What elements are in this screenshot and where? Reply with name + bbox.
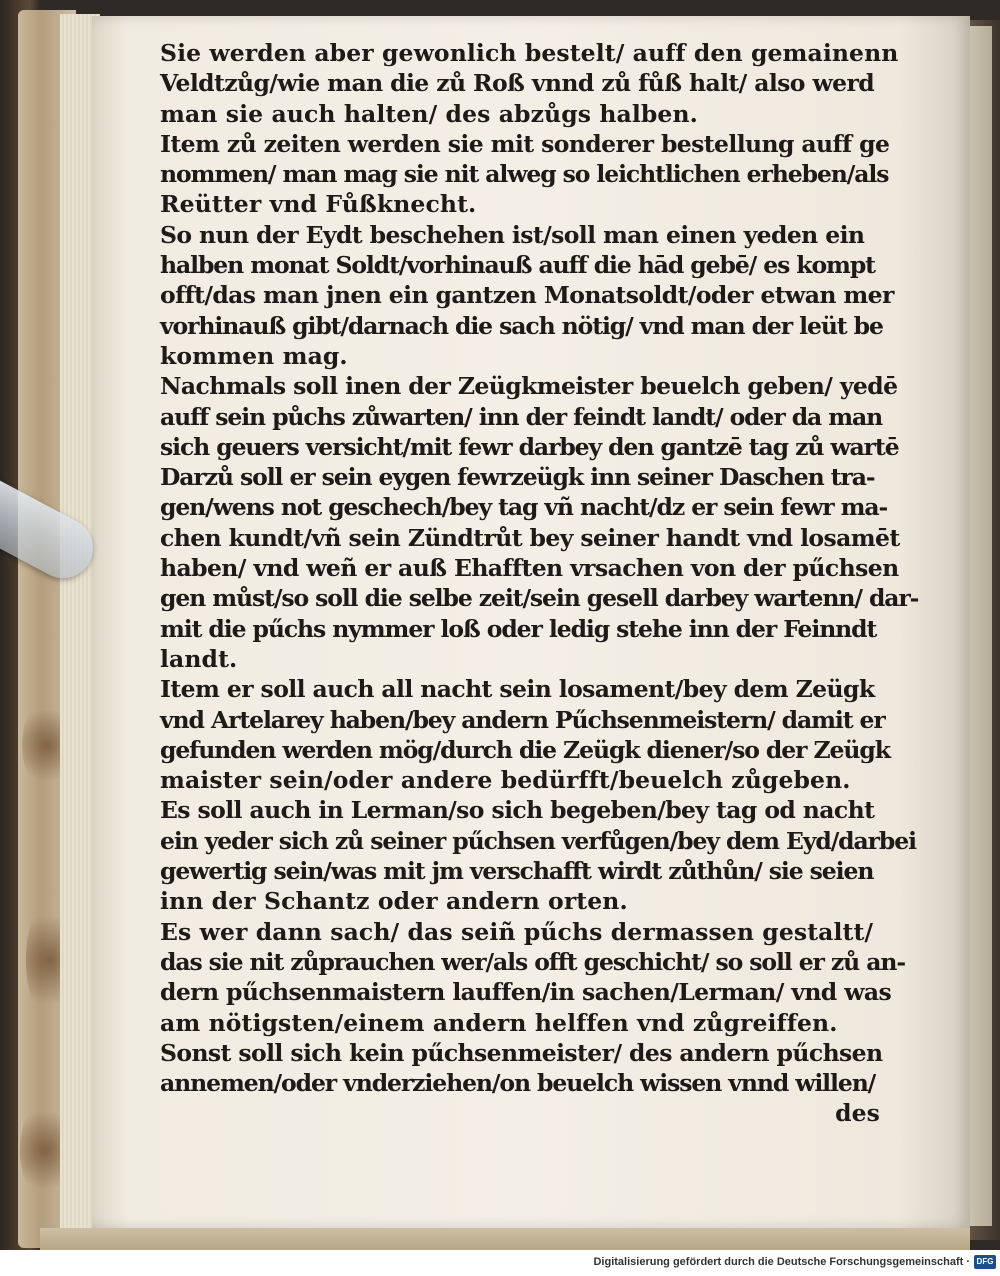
text-line: offt/das man jnen ein gantzen Monatsoldt/oder etwan mer	[160, 281, 894, 310]
text-line: vorhinauß gibt/darnach die sach nötig/ vnd man der leüt be	[160, 311, 883, 340]
text-line: mit die pűchs nymmer loß oder ledig stehe inn der Feinndt	[160, 614, 877, 643]
text-line: dern pűchsenmaistern lauffen/in sachen/Lerman/ vnd was	[160, 978, 892, 1007]
text-line: gewertig sein/was mit jm verschafft wirdt zůthůn/ sie seien	[160, 857, 874, 886]
text-line: Sonst soll sich kein pűchsenmeister/ des andern pűchsen	[160, 1038, 883, 1067]
text-line: landt.	[160, 644, 238, 673]
text-line: sich geuers versicht/mit fewr darbey den gantzē tag zů wartē	[160, 432, 899, 461]
text-line: So nun der Eydt beschehen ist/soll man einen yeden ein	[160, 220, 865, 249]
text-line: Item zů zeiten werden sie mit sonderer bestellung auff ge	[160, 129, 890, 158]
text-line: Darzů soll er sein eygen fewrzeügk inn seiner Daschen tra-	[160, 463, 875, 492]
text-line: ein yeder sich zů seiner pűchsen verfůgen/bey dem Eyd/darbei	[160, 826, 916, 855]
text-line: Nachmals soll inen der Zeügkmeister beuelch geben/ yedē	[160, 372, 898, 401]
text-line: Reütter vnd Fůßknecht.	[160, 190, 477, 219]
text-line: nommen/ man mag sie nit alweg so leichtlichen erheben/als	[160, 160, 889, 189]
book-cover-bottom	[40, 1228, 970, 1250]
text-line: gen můst/so soll die selbe zeit/sein gesell darbey wartenn/ dar-	[160, 584, 919, 613]
text-line: man sie auch halten/ des abzůgs halben.	[160, 99, 698, 128]
text-line: kommen mag.	[160, 341, 348, 370]
text-line: gen/wens not geschech/bey tag vñ nacht/dz er sein fewr ma-	[160, 493, 888, 522]
text-line: maister sein/oder andere bedürfft/beuelch zůgeben.	[160, 766, 851, 795]
text-line: annemen/oder vnderziehen/on beuelch wissen vnnd willen/	[160, 1069, 876, 1098]
text-line: vnd Artelarey haben/bey andern Pűchsenmeistern/ damit er	[160, 705, 885, 734]
text-line: gefunden werden mög/durch die Zeügk diener/so der Zeügk	[160, 735, 890, 764]
text-line: inn der Schantz oder andern orten.	[160, 887, 628, 916]
dfg-logo-icon[interactable]: DFG	[974, 1255, 996, 1269]
text-line: Es wer dann sach/ das seiñ pűchs dermassen gestaltt/	[160, 917, 874, 946]
text-line: Veldtzůg/wie man die zů Roß vnnd zů fůß halt/ also werd	[160, 69, 875, 98]
funding-credit: Digitalisierung gefördert durch die Deutsche Forschungsgemeinschaft ·	[593, 1256, 970, 1268]
text-line: auff sein půchs zůwarten/ inn der feindt landt/ oder da man	[160, 402, 883, 431]
text-line: Sie werden aber gewonlich bestelt/ auff den gemainenn	[160, 39, 899, 67]
blackletter-text	[160, 38, 919, 1129]
text-line: haben/ vnd weñ er auß Ehafften vrsachen von der pűchsen	[160, 554, 899, 583]
text-line: das sie nit zůprauchen wer/als offt geschicht/ so soll er zů an-	[160, 947, 905, 976]
text-line: chen kundt/vñ sein Zündtrůt bey seiner handt vnd losamēt	[160, 523, 900, 552]
text-line: Es soll auch in Lerman/so sich begeben/bey tag od nacht	[160, 796, 875, 825]
catchword: des	[835, 1099, 880, 1128]
text-line: Item er soll auch all nacht sein losament/bey dem Zeügk	[160, 675, 875, 704]
text-line: halben monat Soldt/vorhinauß auff die hād gebē/ es kompt	[160, 251, 875, 280]
text-line: am nötigsten/einem andern helffen vnd zůgreiffen.	[160, 1008, 838, 1037]
